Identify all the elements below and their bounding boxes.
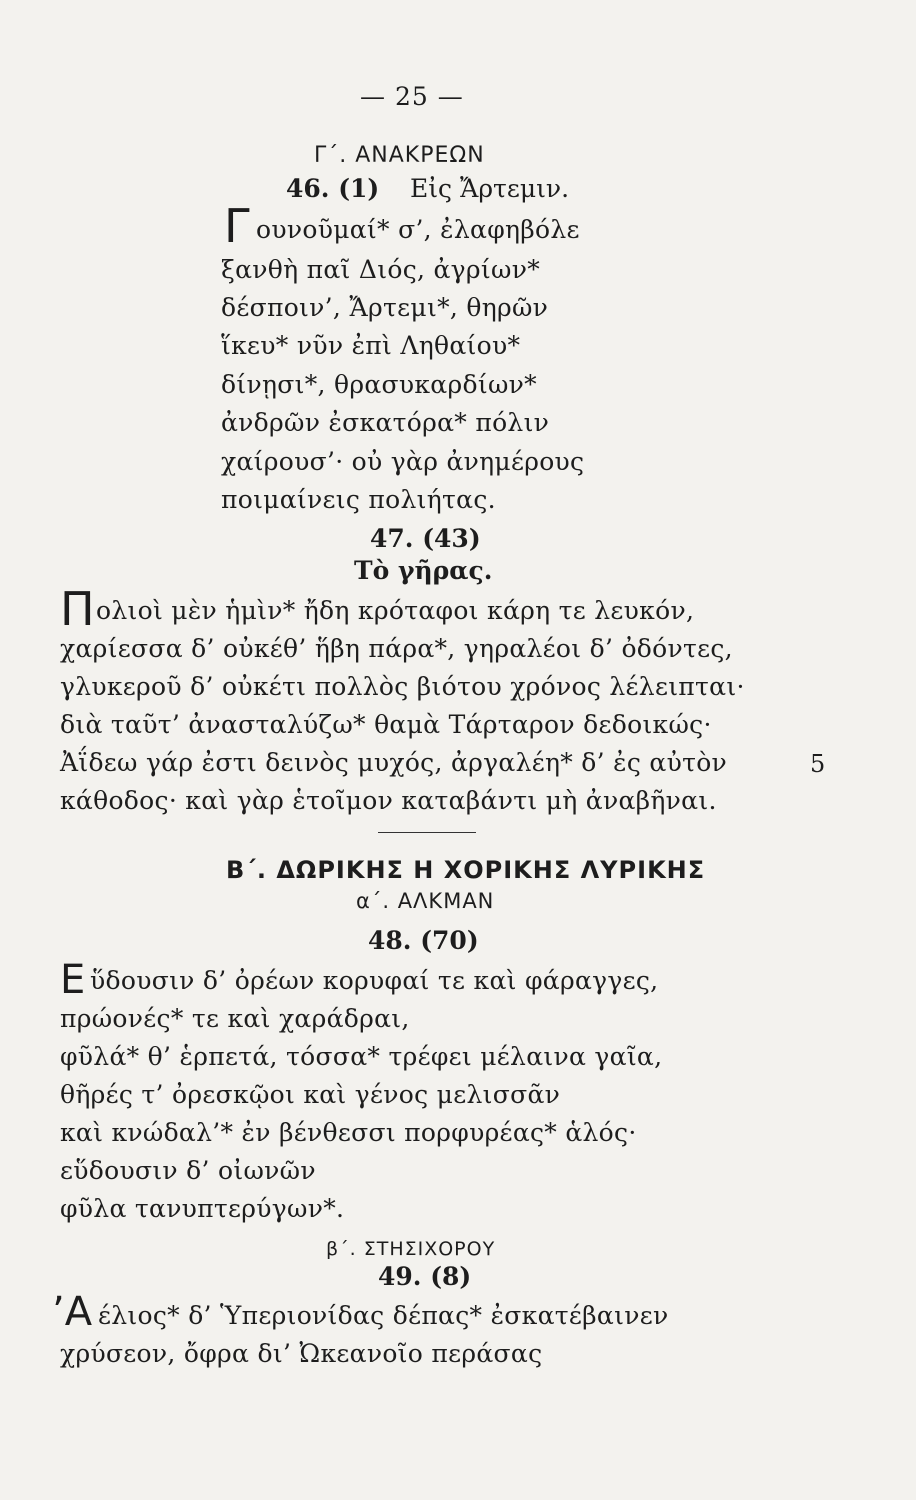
poem-47-line-2: χαρίεσσα δ’ οὐκέθ’ ἥβη πάρα*, γηραλέοι δ’ ὀδόντες, — [60, 634, 733, 663]
poem-49-number — [378, 1262, 471, 1291]
poem-49-initial-breathing: ’ — [52, 1289, 65, 1335]
poem-47-line-5: Ἀΐδεω γάρ ἐστι δεινὸς μυχός, ἀργαλέη* δ’ ἐς αὐτὸν — [60, 748, 728, 777]
poem-48-line-2: πρώονές* τε καὶ χαράδραι, — [60, 1004, 410, 1033]
poem-47-line-6: κάθοδος· καὶ γὰρ ἑτοῖμον καταβάντι μὴ ἀναβῆναι. — [60, 786, 717, 815]
section-heading-anacreon: Γ΄. ΑΝΑΚΡΕΩΝ — [314, 143, 485, 168]
poem-49-initial — [52, 1289, 93, 1335]
section-heading-doric-lyric: Β΄. ΔΩΡΙΚΗΣ Η ΧΟΡΙΚΗΣ ΛΥΡΙΚΗΣ — [226, 856, 706, 884]
line-number-marker: 5 — [810, 750, 826, 778]
poem-49-line-1: έλιος* δ’ Ὑπεριονίδας δέπας* ἐσκατέβαινεν — [98, 1301, 669, 1330]
poem-48-initial: Ε — [60, 957, 86, 1003]
poem-47-line-1: ολιοὶ μὲν ἡμὶν* ἤδη κρόταφοι κάρη τε λευκόν, — [96, 596, 695, 625]
poem-46-initial: Γ — [224, 199, 250, 253]
poem-46-line-8: ποιμαίνεις πολιήτας. — [221, 485, 496, 514]
poem-46-line-4: ἵκευ* νῦν ἐπὶ Ληθαίου* — [221, 331, 521, 360]
poem-48-line-6: εὕδουσιν δ’ οἰωνῶν — [60, 1156, 316, 1185]
poem-49-initial-letter: Α — [64, 1289, 93, 1335]
poem-46-title: Εἰς Ἄρτεμιν. — [410, 174, 570, 203]
page-number: — 25 — — [360, 82, 464, 111]
poem-47-line-4: διὰ ταῦτ’ ἀνασταλύζω* θαμὰ Τάρταρον δεδοικώς· — [60, 710, 712, 739]
poem-46-line-2: ξανθὴ παῖ Διός, ἀγρίων* — [221, 255, 540, 284]
poem-47-number-label: 47. (43) — [370, 524, 481, 553]
poem-48-line-4: θῆρές τ’ ὀρεσκῷοι καὶ γένος μελισσᾶν — [60, 1080, 561, 1109]
poem-46-number — [286, 174, 379, 203]
poem-48-line-7: φῦλα τανυπτερύγων*. — [60, 1194, 345, 1223]
poem-48-line-3: φῦλά* θ’ ἑρπετά, τόσσα* τρέφει μέλαινα γαῖα, — [60, 1042, 663, 1071]
poem-46-line-3: δέσποιν’, Ἄρτεμι*, θηρῶν — [221, 293, 549, 322]
poem-47-title: Τὸ γῆρας. — [354, 556, 493, 585]
poem-46-line-6: ἀνδρῶν ἐσκατόρα* πόλιν — [221, 408, 550, 437]
poem-47-line-3: γλυκεροῦ δ’ οὐκέτι πολλὸς βιότου χρόνος λέλειπται· — [60, 672, 745, 701]
poem-46-line-5: δίνῃσι*, θρασυκαρδίων* — [221, 370, 537, 399]
section-divider-rule — [378, 832, 476, 833]
poem-48-line-5: καὶ κνώδαλ’* ἐν βένθεσσι πορφυρέας* ἁλός· — [60, 1118, 637, 1147]
poem-48-number — [368, 926, 479, 955]
poem-49-number-label: 49. (8) — [378, 1262, 472, 1291]
subsection-heading-alcman: α΄. ΑΛΚΜΑΝ — [356, 889, 495, 913]
poem-48-number-label: 48. (70) — [368, 926, 479, 955]
subsection-heading-stesichorus: β΄. ΣΤΗΣΙΧΟΡΟΥ — [326, 1238, 496, 1260]
poem-46-line-7: χαίρουσ’· οὐ γὰρ ἀνημέρους — [221, 447, 585, 476]
poem-47-initial: Π — [60, 582, 95, 636]
poem-49-line-2: χρύσεον, ὄφρα δι’ Ὠκεανοῖο περάσας — [60, 1339, 543, 1368]
poem-48-line-1: ὕδουσιν δ’ ὀρέων κορυφαί τε καὶ φάραγγες, — [90, 966, 659, 995]
poem-46-number-label: 46. (1) — [286, 174, 380, 203]
poem-46-line-1: ουνοῦμαί* σ’, ἐλαφηβόλε — [256, 215, 580, 244]
poem-47-number — [370, 524, 481, 553]
